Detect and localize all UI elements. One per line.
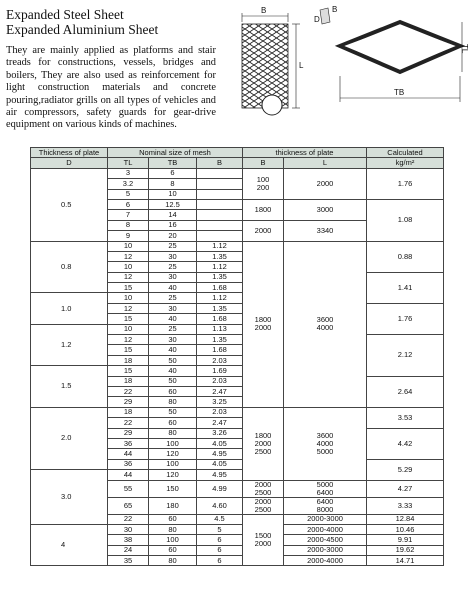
cell-plate-l: 2000-4000 bbox=[284, 556, 367, 566]
cell-tb: 80 bbox=[149, 428, 197, 438]
cell-weight: 1.76 bbox=[367, 168, 444, 199]
col-header-nominal: Nominal size of mesh bbox=[108, 148, 243, 158]
page-title: Expanded Steel Sheet bbox=[6, 7, 124, 22]
cell-plate-b: 1800 2000 bbox=[243, 241, 284, 407]
cell-b bbox=[197, 210, 243, 220]
cell-b: 1.35 bbox=[197, 251, 243, 261]
cell-tl: 22 bbox=[108, 386, 149, 396]
subheader-l: L bbox=[284, 158, 367, 168]
cell-b: 2.03 bbox=[197, 355, 243, 365]
cell-weight: 1.76 bbox=[367, 303, 444, 334]
dim-tl-label: TL bbox=[460, 44, 469, 54]
cell-tl: 12 bbox=[108, 251, 149, 261]
cell-tb: 16 bbox=[149, 220, 197, 230]
cell-tl: 5 bbox=[108, 189, 149, 199]
cell-tl: 44 bbox=[108, 470, 149, 480]
cell-b: 1.12 bbox=[197, 262, 243, 272]
cell-weight: 5.29 bbox=[367, 459, 444, 480]
dim-b-detail-label: B bbox=[332, 5, 338, 14]
cell-weight: 9.91 bbox=[367, 535, 444, 545]
cell-tb: 25 bbox=[149, 324, 197, 334]
cell-tl: 29 bbox=[108, 397, 149, 407]
cell-tb: 12.5 bbox=[149, 199, 197, 209]
cell-plate-b: 2000 bbox=[243, 220, 284, 241]
cell-tb: 30 bbox=[149, 251, 197, 261]
cell-tb: 20 bbox=[149, 231, 197, 241]
cell-weight: 4.42 bbox=[367, 428, 444, 459]
cell-b: 3.25 bbox=[197, 397, 243, 407]
cell-tb: 60 bbox=[149, 386, 197, 396]
cell-b bbox=[197, 231, 243, 241]
cell-plate-l: 3340 bbox=[284, 220, 367, 241]
cell-d: 3.0 bbox=[31, 470, 108, 525]
cell-weight: 2.12 bbox=[367, 335, 444, 377]
cell-tb: 60 bbox=[149, 514, 197, 524]
cell-b: 1.35 bbox=[197, 272, 243, 282]
diamond-outer bbox=[340, 22, 460, 72]
cell-tb: 6 bbox=[149, 168, 197, 178]
dim-l-label: L bbox=[299, 61, 304, 70]
cell-tb: 40 bbox=[149, 345, 197, 355]
cell-d: 0.8 bbox=[31, 241, 108, 293]
cell-plate-l: 2000-4000 bbox=[284, 524, 367, 534]
cell-tl: 3 bbox=[108, 168, 149, 178]
cell-plate-l: 3600 4000 bbox=[284, 241, 367, 407]
dim-b-label: B bbox=[261, 6, 267, 15]
cell-b: 6 bbox=[197, 535, 243, 545]
cell-tl: 35 bbox=[108, 556, 149, 566]
table-row bbox=[31, 524, 444, 534]
cell-b bbox=[197, 199, 243, 209]
cell-b: 2.47 bbox=[197, 386, 243, 396]
cell-tl: 18 bbox=[108, 407, 149, 417]
cell-b: 2.03 bbox=[197, 407, 243, 417]
cell-weight: 1.08 bbox=[367, 199, 444, 241]
cell-tb: 30 bbox=[149, 335, 197, 345]
cell-plate-b: 1800 2000 2500 bbox=[243, 407, 284, 480]
mesh-sheet bbox=[242, 24, 288, 108]
subheader-b2: B bbox=[243, 158, 284, 168]
cell-d: 1.0 bbox=[31, 293, 108, 324]
cell-tb: 14 bbox=[149, 210, 197, 220]
cell-b: 6 bbox=[197, 556, 243, 566]
table-row bbox=[31, 168, 444, 178]
cell-tl: 29 bbox=[108, 428, 149, 438]
cell-b: 4.99 bbox=[197, 480, 243, 497]
subheader-unit: kg/m² bbox=[367, 158, 444, 168]
cell-b: 1.68 bbox=[197, 314, 243, 324]
cell-b: 4.95 bbox=[197, 470, 243, 480]
diamond-inner bbox=[346, 26, 454, 68]
cell-weight: 14.71 bbox=[367, 556, 444, 566]
intro-paragraph: They are mainly applied as platforms and stair treads for constructions, vessels, bridges and boilers, They are also used as reinforcement for light construction materials and concrete pouring,radiator grills on all types of vehicles and air compressors, safety guards for gear-drive equipment on various kinds of machines. bbox=[6, 45, 216, 131]
subheader-b: B bbox=[197, 158, 243, 168]
cell-tl: 12 bbox=[108, 303, 149, 313]
cell-plate-b: 2000 2500 bbox=[243, 497, 284, 514]
cell-tb: 40 bbox=[149, 366, 197, 376]
cell-plate-l: 2000-3000 bbox=[284, 545, 367, 555]
cell-d: 4 bbox=[31, 524, 108, 566]
cell-tb: 25 bbox=[149, 293, 197, 303]
cell-b: 1.13 bbox=[197, 324, 243, 334]
cell-tl: 36 bbox=[108, 459, 149, 469]
cell-b: 1.35 bbox=[197, 335, 243, 345]
cell-tb: 100 bbox=[149, 535, 197, 545]
page-subtitle: Expanded Aluminium Sheet bbox=[6, 22, 159, 37]
col-header-thickness: Thickness of plate bbox=[31, 148, 108, 158]
cell-tb: 50 bbox=[149, 376, 197, 386]
cell-tl: 10 bbox=[108, 241, 149, 251]
cell-tb: 80 bbox=[149, 397, 197, 407]
cell-tl: 15 bbox=[108, 366, 149, 376]
roll-circle bbox=[262, 95, 282, 115]
col-header-calculated: Calculated bbox=[367, 148, 444, 158]
cell-tl: 22 bbox=[108, 514, 149, 524]
cell-tb: 100 bbox=[149, 459, 197, 469]
cell-b: 5 bbox=[197, 524, 243, 534]
cell-tl: 36 bbox=[108, 438, 149, 448]
cell-tl: 8 bbox=[108, 220, 149, 230]
cell-plate-l: 6400 8000 bbox=[284, 497, 367, 514]
cell-tb: 100 bbox=[149, 438, 197, 448]
cell-tb: 8 bbox=[149, 179, 197, 189]
cell-plate-b: 1800 bbox=[243, 199, 284, 220]
cell-tl: 10 bbox=[108, 262, 149, 272]
cell-tl: 15 bbox=[108, 314, 149, 324]
cell-tb: 40 bbox=[149, 314, 197, 324]
table-row bbox=[31, 241, 444, 251]
cell-tb: 60 bbox=[149, 418, 197, 428]
cell-b: 2.03 bbox=[197, 376, 243, 386]
col-header-plate: thickness of plate bbox=[243, 148, 367, 158]
cell-tb: 10 bbox=[149, 189, 197, 199]
cell-tl: 24 bbox=[108, 545, 149, 555]
cell-tl: 10 bbox=[108, 324, 149, 334]
cell-b: 4.95 bbox=[197, 449, 243, 459]
cell-tb: 150 bbox=[149, 480, 197, 497]
cell-weight: 10.46 bbox=[367, 524, 444, 534]
cell-plate-l: 2000-4500 bbox=[284, 535, 367, 545]
cell-tl: 9 bbox=[108, 231, 149, 241]
cell-b: 6 bbox=[197, 545, 243, 555]
cell-b: 4.60 bbox=[197, 497, 243, 514]
cell-weight: 3.53 bbox=[367, 407, 444, 428]
cell-weight: 2.64 bbox=[367, 376, 444, 407]
subheader-tl: TL bbox=[108, 158, 149, 168]
cell-d: 0.5 bbox=[31, 168, 108, 241]
cell-plate-b: 2000 2500 bbox=[243, 480, 284, 497]
cell-tb: 40 bbox=[149, 283, 197, 293]
cell-tb: 50 bbox=[149, 407, 197, 417]
cell-b bbox=[197, 179, 243, 189]
cell-weight: 12.84 bbox=[367, 514, 444, 524]
cell-b bbox=[197, 189, 243, 199]
cell-tb: 120 bbox=[149, 449, 197, 459]
cell-tl: 18 bbox=[108, 376, 149, 386]
cell-plate-l: 5000 6400 bbox=[284, 480, 367, 497]
cell-tb: 30 bbox=[149, 272, 197, 282]
cell-d: 2.0 bbox=[31, 407, 108, 469]
cell-d: 1.5 bbox=[31, 366, 108, 408]
cell-tl: 6 bbox=[108, 199, 149, 209]
cell-tl: 30 bbox=[108, 524, 149, 534]
cell-tl: 18 bbox=[108, 355, 149, 365]
cell-tl: 44 bbox=[108, 449, 149, 459]
cell-b: 1.12 bbox=[197, 293, 243, 303]
cell-plate-l: 3600 4000 5000 bbox=[284, 407, 367, 480]
cell-plate-l: 2000-3000 bbox=[284, 514, 367, 524]
cell-b bbox=[197, 220, 243, 230]
cell-b: 3.26 bbox=[197, 428, 243, 438]
cell-tl: 10 bbox=[108, 293, 149, 303]
cell-tl: 65 bbox=[108, 497, 149, 514]
cell-tl: 7 bbox=[108, 210, 149, 220]
cell-d: 1.2 bbox=[31, 324, 108, 366]
cell-b: 4.05 bbox=[197, 459, 243, 469]
spec-table bbox=[30, 147, 444, 566]
cell-plate-l: 3000 bbox=[284, 199, 367, 220]
dim-tb-label: TB bbox=[394, 88, 405, 97]
cell-tl: 15 bbox=[108, 345, 149, 355]
cell-tl: 12 bbox=[108, 335, 149, 345]
cell-tb: 30 bbox=[149, 303, 197, 313]
cell-weight: 1.41 bbox=[367, 272, 444, 303]
cell-weight: 19.62 bbox=[367, 545, 444, 555]
cell-weight: 3.33 bbox=[367, 497, 444, 514]
cell-tb: 25 bbox=[149, 262, 197, 272]
cell-tb: 60 bbox=[149, 545, 197, 555]
cell-b: 1.35 bbox=[197, 303, 243, 313]
cell-tb: 80 bbox=[149, 556, 197, 566]
cell-tl: 22 bbox=[108, 418, 149, 428]
cell-b: 4.05 bbox=[197, 438, 243, 448]
subheader-tb: TB bbox=[149, 158, 197, 168]
cell-tl: 15 bbox=[108, 283, 149, 293]
cell-plate-b: 1500 2000 bbox=[243, 514, 284, 566]
dim-d-label: D bbox=[314, 15, 320, 24]
subheader-d: D bbox=[31, 158, 108, 168]
cell-weight: 0.88 bbox=[367, 241, 444, 272]
cell-tl: 38 bbox=[108, 535, 149, 545]
cell-plate-l: 2000 bbox=[284, 168, 367, 199]
table-row bbox=[31, 407, 444, 417]
cell-b: 4.5 bbox=[197, 514, 243, 524]
cell-tl: 3.2 bbox=[108, 179, 149, 189]
cell-b: 1.68 bbox=[197, 345, 243, 355]
cell-b: 1.12 bbox=[197, 241, 243, 251]
cell-tb: 50 bbox=[149, 355, 197, 365]
cell-tb: 80 bbox=[149, 524, 197, 534]
cell-tl: 55 bbox=[108, 480, 149, 497]
mesh-diagram bbox=[236, 2, 470, 120]
cell-tl: 12 bbox=[108, 272, 149, 282]
cell-b: 2.47 bbox=[197, 418, 243, 428]
cell-b: 1.68 bbox=[197, 283, 243, 293]
cell-tb: 25 bbox=[149, 241, 197, 251]
cell-b bbox=[197, 168, 243, 178]
cell-plate-b: 100 200 bbox=[243, 168, 284, 199]
cell-b: 1.69 bbox=[197, 366, 243, 376]
cell-tb: 120 bbox=[149, 470, 197, 480]
cell-weight: 4.27 bbox=[367, 480, 444, 497]
cell-tb: 180 bbox=[149, 497, 197, 514]
